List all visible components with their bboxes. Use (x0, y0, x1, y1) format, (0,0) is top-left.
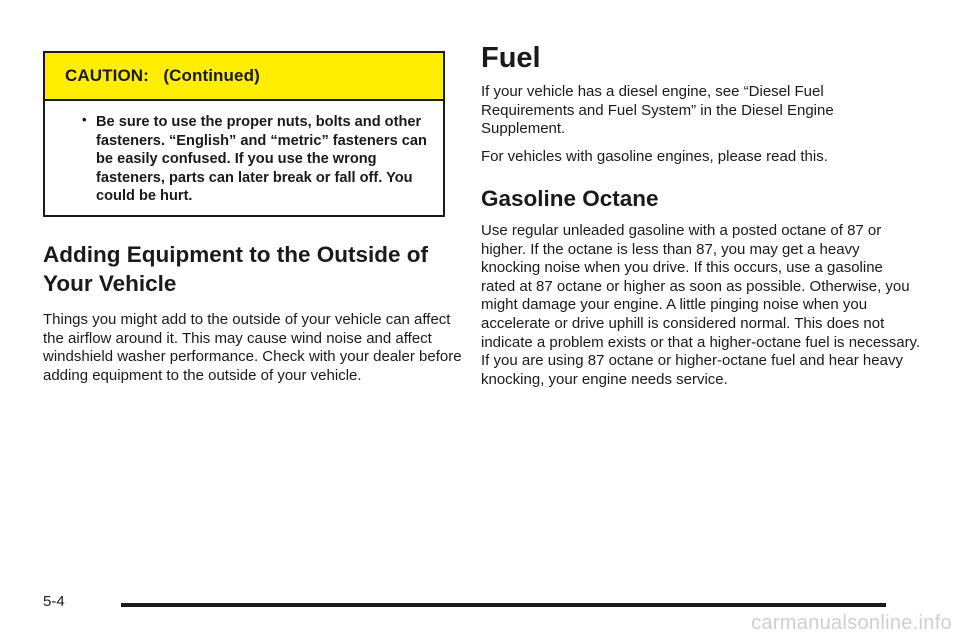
bullet-icon: • (82, 112, 87, 127)
section-heading-gasoline-octane: Gasoline Octane (481, 186, 659, 211)
caution-body (45, 101, 443, 206)
gasoline-octane-paragraph: Use regular unleaded gasoline with a posted octane of 87 or higher. If the octane is less than 87, you may get a heavy knocking noise when you drive. If this occurs, use a gasoline rated at 87 octane or higher as soon as possible. Otherwise, you might damage your engine. A little pinging noise when you accelerate or drive uphill is considered normal. This does not indicate a problem exists or that a higher-octane fuel is necessary. If you are using 87 octane or higher-octane fuel and hear heavy knocking, your engine needs service. (481, 222, 921, 388)
footer-rule (121, 603, 886, 607)
caution-header (45, 53, 443, 101)
section-paragraph-adding-equipment: Things you might add to the outside of your vehicle can affect the airflow around it. This may cause wind noise and affect windshield washer performance. Check with your dealer before adding equipment to the outside of your vehicle. (43, 311, 462, 384)
section-heading-adding-equipment: Adding Equipment to the Outside of Your Vehicle (43, 242, 428, 296)
fuel-paragraph-gasoline: For vehicles with gasoline engines, please read this. (481, 148, 828, 165)
fuel-paragraph-diesel: If your vehicle has a diesel engine, see “Diesel Fuel Requirements and Fuel System” in the Diesel Engine Supplement. (481, 83, 834, 138)
caution-text: Be sure to use the proper nuts, bolts and other fasteners. “English” and “metric” fasteners can be easily confused. If you use the wrong fasteners, parts can later break or fall off. You could be hurt. (96, 114, 427, 205)
watermark: carmanualsonline.info (751, 612, 952, 634)
caution-title: CAUTION: (Continued) (65, 66, 260, 85)
caution-box (43, 51, 445, 217)
page-number: 5-4 (43, 593, 65, 610)
section-heading-fuel: Fuel (481, 42, 541, 74)
